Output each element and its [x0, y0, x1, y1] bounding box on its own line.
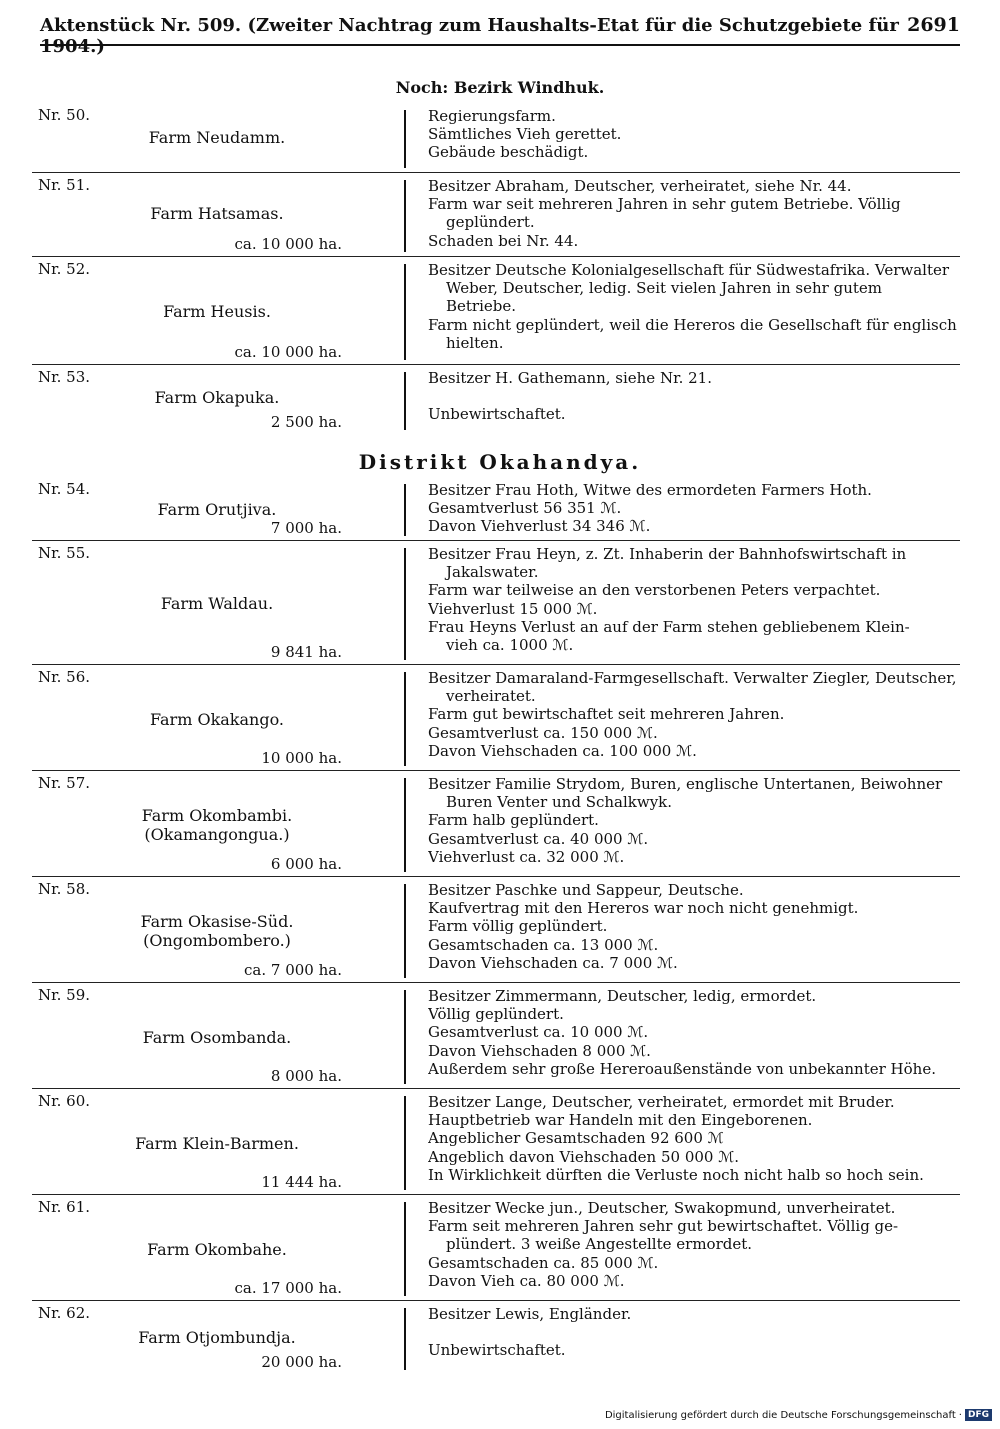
description-line: Besitzer Damaraland-Farmgesellschaft. Verwalter Ziegler, Deutscher, — [428, 669, 957, 687]
description-line: Gesamtverlust ca. 40 000 ℳ. — [428, 829, 649, 848]
farm-area: 10 000 ha. — [261, 749, 342, 767]
description-line: geplündert. — [446, 213, 535, 232]
description-line: Besitzer Paschke und Sappeur, Deutsche. — [428, 881, 744, 899]
description-line: vieh ca. 1000 ℳ. — [446, 636, 574, 655]
entry-description — [428, 481, 960, 536]
description-line: Besitzer Deutsche Kolonialgesellschaft für Südwestafrika. Verwalter — [428, 261, 950, 279]
entry-number: Nr. 53. — [38, 368, 91, 386]
description-line: Viehverlust 15 000 ℳ. — [428, 599, 598, 618]
column-rule — [404, 1202, 406, 1296]
entry-59 — [32, 984, 960, 1089]
entry-description — [428, 177, 960, 250]
entry-56 — [32, 666, 960, 771]
description-line — [428, 1323, 960, 1341]
description-line: Farm war teilweise an den verstorbenen Peters verpachtet. — [428, 581, 881, 600]
description-line: Farm halb geplündert. — [428, 811, 599, 830]
description-line: Angeblicher Gesamtschaden 92 600 ℳ — [428, 1129, 724, 1148]
description-line: Kaufvertrag mit den Hereros war noch nicht genehmigt. — [428, 899, 859, 918]
farm-area: 8 000 ha. — [270, 1067, 342, 1085]
description-line: Farm völlig geplündert. — [428, 917, 608, 936]
entry-number: Nr. 56. — [38, 668, 91, 686]
entry-53 — [32, 366, 960, 434]
column-rule — [404, 548, 406, 660]
column-rule — [404, 1308, 406, 1370]
farm-name-line: Farm Okombambi. — [141, 806, 293, 825]
farm-area: 6 000 ha. — [270, 855, 342, 873]
column-rule — [404, 372, 406, 430]
description-line: plündert. 3 weiße Angestellte ermordet. — [446, 1235, 753, 1254]
dfg-logo-icon: DFG — [965, 1409, 992, 1421]
description-line: Davon Viehschaden ca. 100 000 ℳ. — [428, 741, 697, 760]
farm-area: ca. 10 000 ha. — [234, 235, 342, 253]
entry-54 — [32, 478, 960, 541]
entry-description — [428, 369, 960, 424]
description-line: Weber, Deutscher, ledig. Seit vielen Jahren in sehr gutem — [446, 279, 882, 298]
farm-name: Farm Orutjiva. — [157, 500, 277, 519]
description-line: Völlig geplündert. — [428, 1005, 564, 1024]
entry-number: Nr. 57. — [38, 774, 91, 792]
description-line: Davon Viehschaden 8 000 ℳ. — [428, 1041, 651, 1060]
column-rule — [404, 884, 406, 978]
description-line: Gesamtverlust ca. 150 000 ℳ. — [428, 723, 658, 742]
farm-area: 9 841 ha. — [270, 643, 342, 661]
description-line: Farm war seit mehreren Jahren in sehr gutem Betriebe. Völlig — [428, 195, 901, 214]
entry-number: Nr. 51. — [38, 176, 91, 194]
farm-area: ca. 7 000 ha. — [244, 961, 342, 979]
column-rule — [404, 990, 406, 1084]
description-line: hielten. — [446, 333, 504, 352]
description-line: Unbewirtschaftet. — [428, 405, 566, 424]
section-heading-windhuk: Noch: Bezirk Windhuk. — [395, 78, 605, 97]
entry-description — [428, 107, 960, 162]
farm-name: Farm Okakango. — [149, 710, 285, 729]
entry-description — [428, 545, 960, 654]
description-line: Farm seit mehreren Jahren sehr gut bewirtschaftet. Völlig ge- — [428, 1217, 899, 1236]
page-header — [40, 14, 960, 57]
description-line: Besitzer H. Gathemann, siehe Nr. 21. — [428, 369, 712, 387]
description-line — [428, 387, 960, 405]
farm-name: Farm Klein-Barmen. — [135, 1134, 299, 1153]
description-line: Außerdem sehr große Hereroaußenstände von unbekannter Höhe. — [428, 1059, 936, 1078]
description-line: Farm gut bewirtschaftet seit mehreren Jahren. — [428, 705, 785, 724]
farm-area: 2 500 ha. — [270, 413, 342, 431]
entry-57 — [32, 772, 960, 877]
description-line: Davon Vieh ca. 80 000 ℳ. — [428, 1271, 625, 1290]
column-rule — [404, 484, 406, 536]
column-rule — [404, 264, 406, 360]
farm-name-line: (Ongombombero.) — [143, 931, 291, 950]
column-rule — [404, 1096, 406, 1190]
entry-60 — [32, 1090, 960, 1195]
entry-number: Nr. 59. — [38, 986, 91, 1004]
description-line: Frau Heyns Verlust an auf der Farm stehen gebliebenem Klein- — [428, 617, 910, 636]
description-line: Unbewirtschaftet. — [428, 1341, 566, 1360]
farm-area: 20 000 ha. — [261, 1353, 342, 1371]
entry-number: Nr. 58. — [38, 880, 91, 898]
description-line: Angeblich davon Viehschaden 50 000 ℳ. — [428, 1147, 740, 1166]
description-line: Regierungsfarm. — [428, 107, 556, 125]
entry-51 — [32, 174, 960, 257]
column-rule — [404, 778, 406, 872]
column-rule — [404, 672, 406, 766]
entry-number: Nr. 52. — [38, 260, 91, 278]
farm-name: Farm Neudamm. — [148, 128, 286, 147]
description-line: Schaden bei Nr. 44. — [428, 231, 579, 250]
description-line: Besitzer Frau Hoth, Witwe des ermordeten Farmers Hoth. — [428, 481, 872, 499]
description-line: Gesamtschaden ca. 85 000 ℳ. — [428, 1253, 659, 1272]
entry-description — [428, 775, 960, 866]
description-line: Besitzer Wecke jun., Deutscher, Swakopmund, unverheiratet. — [428, 1199, 896, 1217]
entry-number: Nr. 61. — [38, 1198, 91, 1216]
description-line: Besitzer Zimmermann, Deutscher, ledig, ermordet. — [428, 987, 817, 1005]
farm-name-line: Farm Okasise-Süd. — [140, 912, 294, 931]
farm-name: Farm Hatsamas. — [150, 204, 284, 223]
section-heading-okahandya: Distrikt Okahandya. — [358, 450, 642, 474]
column-rule — [404, 110, 406, 168]
farm-area: 7 000 ha. — [270, 519, 342, 537]
digitization-credit — [605, 1409, 992, 1421]
farm-name: Farm Osombanda. — [142, 1028, 292, 1047]
entry-description — [428, 1305, 960, 1360]
entry-description — [428, 669, 960, 760]
description-line: Hauptbetrieb war Handeln mit den Eingeborenen. — [428, 1111, 813, 1130]
description-line: Gebäude beschädigt. — [428, 143, 589, 162]
entry-description — [428, 1199, 960, 1290]
separator-dot: · — [958, 1409, 962, 1421]
entry-number: Nr. 50. — [38, 106, 91, 124]
farm-area: 11 444 ha. — [261, 1173, 342, 1191]
farm-name: Farm Waldau. — [160, 594, 274, 613]
entry-52 — [32, 258, 960, 365]
farm-name: Farm Okapuka. — [154, 388, 280, 407]
entry-61 — [32, 1196, 960, 1301]
entry-description — [428, 1093, 960, 1184]
entry-description — [428, 261, 960, 352]
farm-name: Farm Okombahe. — [147, 1240, 287, 1259]
entry-number: Nr. 60. — [38, 1092, 91, 1110]
description-line: Gesamtverlust 56 351 ℳ. — [428, 499, 622, 518]
description-line: verheiratet. — [446, 687, 536, 706]
entry-58 — [32, 878, 960, 983]
description-line: Gesamtschaden ca. 13 000 ℳ. — [428, 935, 659, 954]
credit-text: Digitalisierung gefördert durch die Deutsche Forschungsgemeinschaft — [604, 1409, 956, 1421]
farm-name: Farm Heusis. — [163, 302, 271, 321]
description-line: Besitzer Abraham, Deutscher, verheiratet, siehe Nr. 44. — [428, 177, 852, 195]
header-rule — [40, 44, 960, 46]
entry-number: Nr. 54. — [38, 480, 91, 498]
entry-62 — [32, 1302, 960, 1374]
entry-description — [428, 881, 960, 972]
description-line: Farm nicht geplündert, weil die Hereros die Gesellschaft für englisch — [428, 315, 957, 334]
description-line: Gesamtverlust ca. 10 000 ℳ. — [428, 1023, 649, 1042]
description-line: Davon Viehverlust 34 346 ℳ. — [428, 517, 651, 536]
farm-area: ca. 10 000 ha. — [234, 343, 342, 361]
description-line: Buren Venter und Schalkwyk. — [446, 793, 673, 812]
page-number: 2691 — [907, 14, 960, 36]
entry-number: Nr. 62. — [38, 1304, 91, 1322]
header-title: Aktenstück Nr. 509. (Zweiter Nachtrag zum Haushalts-Etat für die Schutzgebiete für 1904.) — [40, 15, 899, 57]
description-line: Betriebe. — [446, 297, 517, 316]
entry-55 — [32, 542, 960, 665]
description-line: Besitzer Familie Strydom, Buren, englische Untertanen, Beiwohner — [428, 775, 943, 793]
farm-name — [32, 806, 402, 844]
description-line: Sämtliches Vieh gerettet. — [428, 125, 622, 144]
entry-50 — [32, 104, 960, 173]
farm-name: Farm Otjombundja. — [138, 1328, 296, 1347]
description-line: Besitzer Lewis, Engländer. — [428, 1305, 632, 1323]
description-line: Viehverlust ca. 32 000 ℳ. — [428, 847, 625, 866]
column-rule — [404, 180, 406, 252]
entry-description — [428, 987, 960, 1078]
description-line: In Wirklichkeit dürften die Verluste noch nicht halb so hoch sein. — [428, 1165, 924, 1184]
farm-area: ca. 17 000 ha. — [234, 1279, 342, 1297]
description-line: Besitzer Frau Heyn, z. Zt. Inhaberin der Bahnhofswirtschaft in — [428, 545, 907, 563]
description-line: Besitzer Lange, Deutscher, verheiratet, ermordet mit Bruder. — [428, 1093, 895, 1111]
farm-name — [32, 912, 402, 950]
farm-name-line: (Okamangongua.) — [144, 825, 290, 844]
description-line: Jakalswater. — [446, 563, 539, 582]
entry-number: Nr. 55. — [38, 544, 91, 562]
description-line: Davon Viehschaden ca. 7 000 ℳ. — [428, 953, 678, 972]
